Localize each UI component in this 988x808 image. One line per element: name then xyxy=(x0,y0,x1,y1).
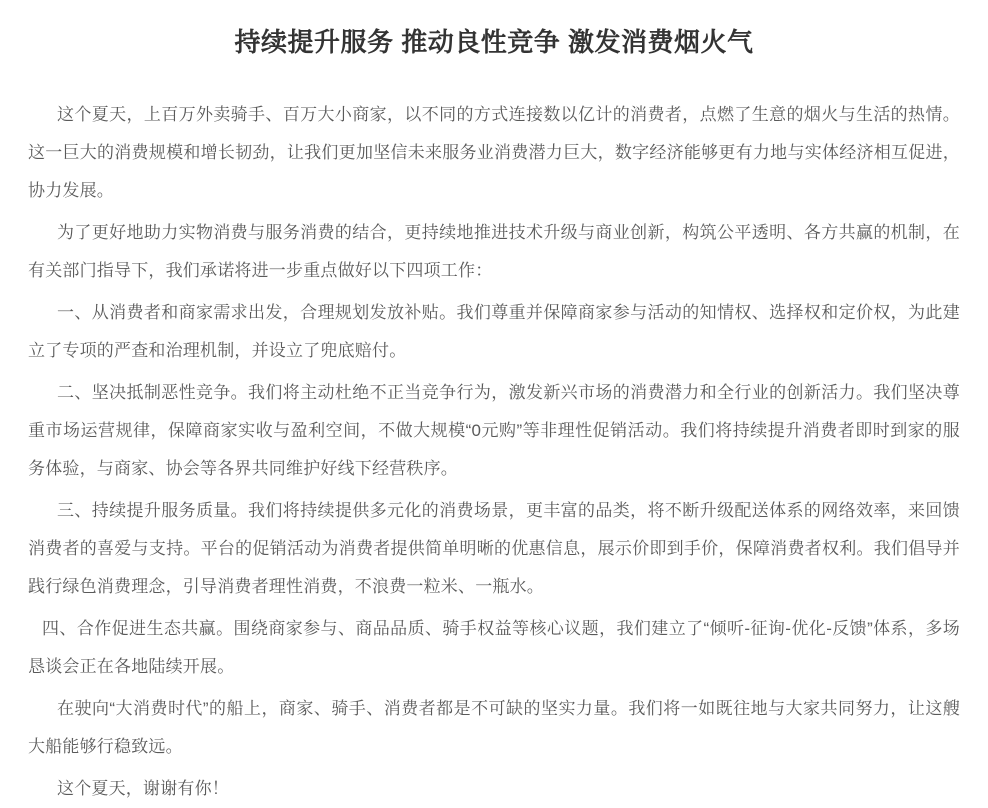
commitment-item-1: 一、从消费者和商家需求出发，合理规划发放补贴。我们尊重并保障商家参与活动的知情权、选择权和定价权，为此建立了专项的严查和治理机制，并设立了兜底赔付。 xyxy=(28,303,960,360)
commitment-item-3: 三、持续提升服务质量。我们将持续提供多元化的消费场景，更丰富的品类，将不断升级配送体系的网络效率，来回馈消费者的喜爱与支持。平台的促销活动为消费者提供简单明晰的优惠信息，展示价即到手价，保障消费者权利。我们倡导并践行绿色消费理念，引导消费者理性消费，不浪费一粒米、一瓶水。 xyxy=(28,501,960,596)
thanks-paragraph: 这个夏天，谢谢有你！ xyxy=(57,779,229,798)
closing-paragraph: 在驶向“大消费时代”的船上，商家、骑手、消费者都是不可缺的坚实力量。我们将一如既往地与大家共同努力，让这艘大船能够行稳致远。 xyxy=(28,699,960,756)
commitment-item-4: 四、合作促进生态共赢。围绕商家参与、商品品质、骑手权益等核心议题，我们建立了“倾听-征询-优化-反馈”体系，多场恳谈会正在各地陆续开展。 xyxy=(28,619,960,676)
intro-paragraph: 这个夏天，上百万外卖骑手、百万大小商家，以不同的方式连接数以亿计的消费者，点燃了生意的烟火与生活的热情。这一巨大的消费规模和增长韧劲，让我们更加坚信未来服务业消费潜力巨大，数字经济能够更有力地与实体经济相互促进，协力发展。 xyxy=(28,105,960,200)
article-body xyxy=(28,96,960,808)
page-title: 持续提升服务 推动良性竞争 激发消费烟火气 xyxy=(234,27,754,57)
commitment-intro-paragraph: 为了更好地助力实物消费与服务消费的结合，更持续地推进技术升级与商业创新，构筑公平透明、各方共赢的机制，在有关部门指导下，我们承诺将进一步重点做好以下四项工作： xyxy=(28,223,960,280)
commitment-item-2: 二、坚决抵制恶性竞争。我们将主动杜绝不正当竞争行为，激发新兴市场的消费潜力和全行业的创新活力。我们坚决尊重市场运营规律，保障商家实收与盈利空间，不做大规模“0元购”等非理性促销活动。我们将持续提升消费者即时到家的服务体验，与商家、协会等各界共同维护好线下经营秩序。 xyxy=(28,383,960,478)
